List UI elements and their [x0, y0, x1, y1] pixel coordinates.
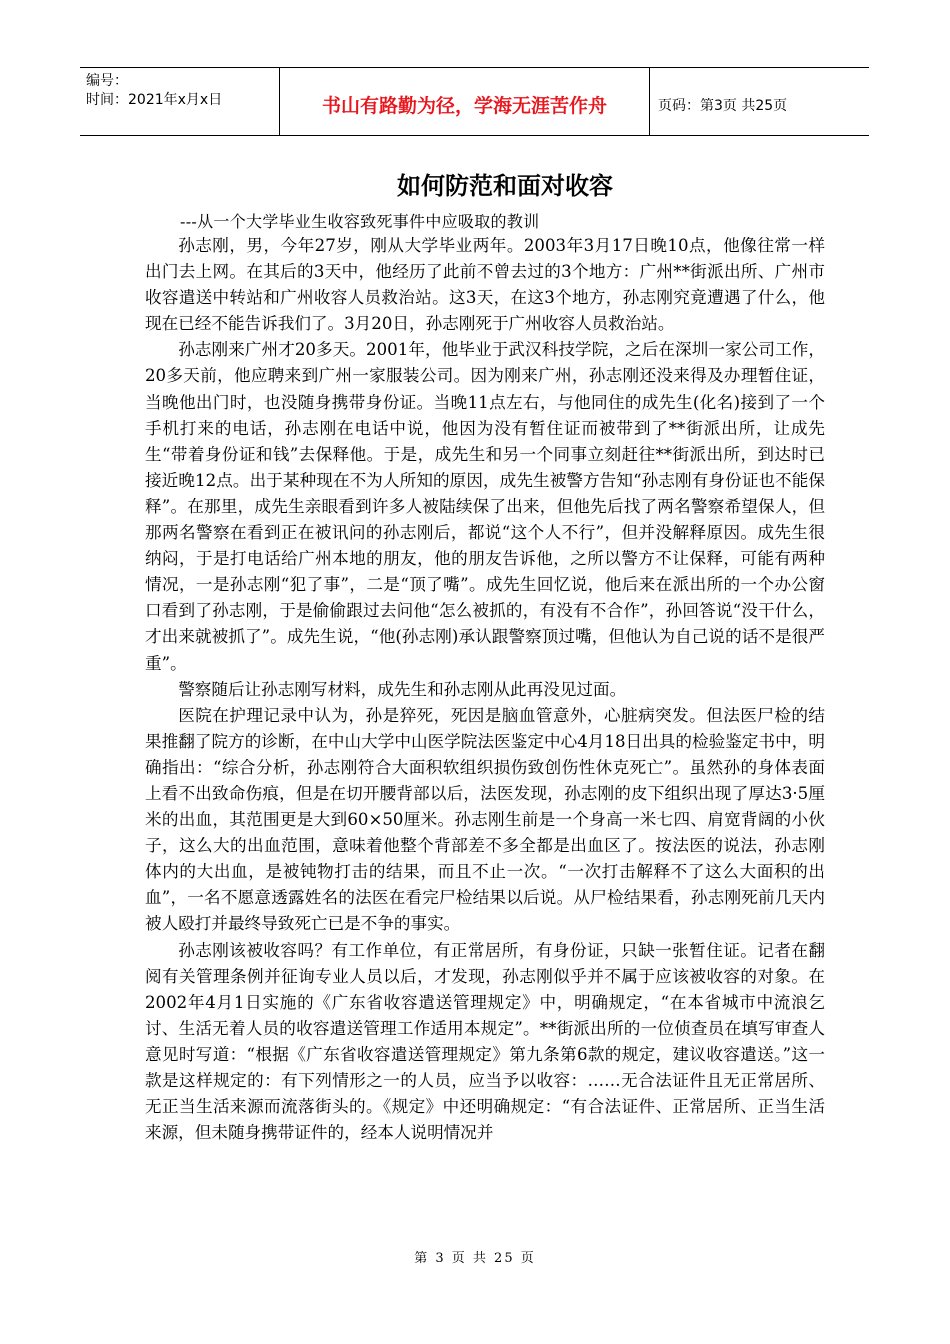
- header-page-info: 页码：第3页 共25页: [658, 97, 788, 114]
- document-date-label: 时间：2021年x月x日: [86, 92, 223, 108]
- body-paragraph: 孙志刚，男，今年27岁，刚从大学毕业两年。2003年3月17日晚10点，他像往常一样出门去上网。在其后的3天中，他经历了此前不曾去过的3个地方：广州**街派出所、广州市收容遣送中转站和广州收容人员救治站。这3天，在这3个地方，孙志刚究竟遭遇了什么，他现在已经不能告诉我们了。3月20日，孙志刚死于广州收容人员救治站。: [145, 236, 825, 334]
- page-footer-number: 第 3 页 共 25 页: [414, 1251, 536, 1266]
- document-title: 如何防范和面对收容: [397, 172, 613, 200]
- body-paragraph: 孙志刚来广州才20多天。2001年，他毕业于武汉科技学院，之后在深圳一家公司工作，20多天前，他应聘来到广州一家服装公司。因为刚来广州，孙志刚还没来得及办理暂住证，当晚他出门时，也没随身携带身份证。当晚11点左右，与他同住的成先生(化名)接到了一个手机打来的电话，孙志刚在电话中说，他因为没有暂住证而被带到了**街派出所，让成先生“带着身份证和钱”去保释他。于是，成先生和另一个同事立刻赶往**街派出所，到达时已接近晚12点。出于某种现在不为人所知的原因，成先生被警方告知“孙志刚有身份证也不能保释”。在那里，成先生亲眼看到许多人被陆续保了出来，但他先后找了两名警察希望保人，但那两名警察在看到正在被讯问的孙志刚后，都说“这个人不行”，但并没解释原因。成先生很纳闷，于是打电话给广州本地的朋友，他的朋友告诉他，之所以警方不让保释，可能有两种情况，一是孙志刚“犯了事”，二是“顶了嘴”。成先生回忆说，他后来在派出所的一个办公窗口看到了孙志刚，于是偷偷跟过去问他“怎么被抓的，有没有不合作”，孙回答说“没干什么，才出来就被抓了”。成先生说，“他(孙志刚)承认跟警察顶过嘴，但他认为自己说的话不是很严重”。: [145, 340, 825, 673]
- header-meta: [80, 68, 280, 135]
- document-number-label: 编号：: [86, 73, 128, 89]
- body-paragraph: 医院在护理记录中认为，孙是猝死，死因是脑血管意外，心脏病突发。但法医尸检的结果推翻了院方的诊断，在中山大学中山医学院法医鉴定中心4月18日出具的检验鉴定书中，明确指出：“综合分析，孙志刚符合大面积软组织损伤致创伤性休克死亡”。虽然孙的身体表面上看不出致命伤痕，但是在切开腰背部以后，法医发现，孙志刚的皮下组织出现了厚达3·5厘米的出血，其范围更是大到60×50厘米。孙志刚生前是一个身高一米七四、肩宽背阔的小伙子，这么大的出血范围，意味着他整个背部差不多全都是出血区了。按法医的说法，孙志刚体内的大出血，是被钝物打击的结果，而且不止一次。“一次打击解释不了这么大面积的出血”，一名不愿意透露姓名的法医在看完尸检结果以后说。从尸检结果看，孙志刚死前几天内被人殴打并最终导致死亡已是不争的事实。: [145, 705, 825, 934]
- header-motto: 书山有路勤为径，学海无涯苦作舟: [280, 68, 650, 135]
- body-paragraph: 孙志刚该被收容吗？有工作单位，有正常居所，有身份证，只缺一张暂住证。记者在翻阅有关管理条例并征询专业人员以后，才发现，孙志刚似乎并不属于应该被收容的对象。在2002年4月1日实施的《广东省收容遣送管理规定》中，明确规定，“在本省城市中流浪乞讨、生活无着人员的收容遣送管理工作适用本规定”。**街派出所的一位侦查员在填写审查人意见时写道：“根据《广东省收容遣送管理规定》第九条第6款的规定，建议收容遣送。”这一款是这样规定的：有下列情形之一的人员，应当予以收容：……无合法证件且无正常居所、无正当生活来源而流落街头的。《规定》中还明确规定：“有合法证件、正常居所、正当生活来源，但未随身携带证件的，经本人说明情况并: [145, 940, 825, 1143]
- page-header: [80, 67, 869, 136]
- body-paragraph: 警察随后让孙志刚写材料，成先生和孙志刚从此再没见过面。: [178, 679, 627, 699]
- document-subtitle: ---从一个大学毕业生收容致死事件中应吸取的教训: [180, 212, 540, 231]
- document-body: [145, 233, 825, 1146]
